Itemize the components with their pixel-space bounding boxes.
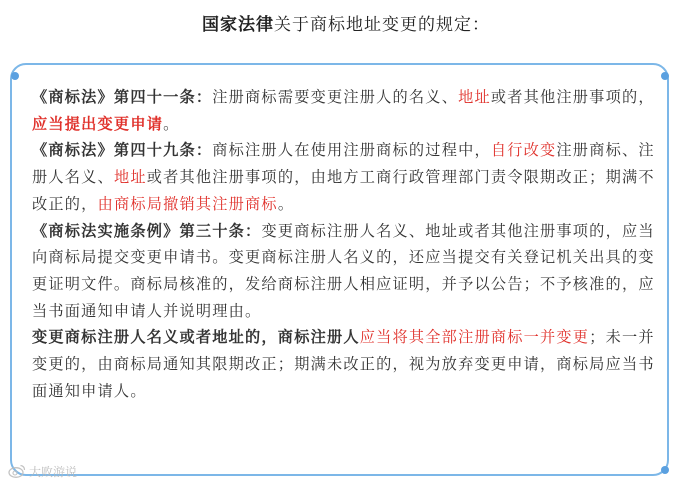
text-run: 或者其他注册事项的，由地方工商行政管理部门责令限期改正；期满不改正的， — [32, 168, 655, 213]
watermark-text: 大败游说 — [29, 464, 78, 479]
corner-dot-top-right — [661, 72, 669, 80]
regulation-text — [32, 84, 657, 404]
highlight-revoke: 由商标局撤销其注册商标 — [97, 194, 278, 213]
article-41-title: 《商标法》第四十一条： — [32, 88, 213, 106]
text-run: 注册商标、注册人名义、 — [32, 141, 655, 187]
highlight-must-apply: 应当提出变更申请 — [32, 114, 164, 133]
highlight-address: 地址 — [458, 88, 491, 106]
text-run: 或者其他注册事项的， — [490, 88, 655, 106]
paragraph-article-49 — [32, 137, 657, 217]
text-run: 。 — [277, 194, 295, 213]
page-title — [0, 10, 692, 35]
corner-dot-bottom-right — [661, 466, 669, 474]
change-all-lead: 变更商标注册人名义或者地址的，商标注册人 — [32, 328, 360, 347]
corner-dot-top-left — [11, 72, 19, 80]
weibo-icon — [8, 464, 26, 478]
text-run: 变更商标注册人名义、地址或者其他注册事项的，应当向商标局提交变更申请书。变更商标注册人名义的，还应当提交有关登记机关出具的变更证明文件。商标局核准的，发给商标注册人相应证明，并予以公告；不予核准的，应当书面通知申请人并说明理由。 — [32, 221, 655, 320]
watermark — [8, 462, 77, 480]
highlight-change-all: 应当将其全部注册商标一并变更 — [359, 328, 590, 347]
article-49-title: 《商标法》第四十九条： — [32, 141, 213, 160]
highlight-address: 地址 — [113, 168, 147, 187]
paragraph-article-41 — [32, 84, 657, 137]
text-run: 注册商标需要变更注册人的名义、 — [212, 88, 459, 106]
paragraph-change-all — [32, 324, 657, 404]
text-run: 商标注册人在使用注册商标的过程中， — [212, 141, 491, 160]
implementation-30-title: 《商标法实施条例》第三十条： — [32, 221, 262, 240]
text-run: ；未一并变更的，由商标局通知其限期改正；期满未改正的，视为放弃变更申请，商标局应当书面通知申请人。 — [32, 328, 655, 400]
title-bold-part: 国家法律 — [202, 15, 274, 35]
highlight-self-change: 自行改变 — [490, 141, 557, 160]
paragraph-implementation-30 — [32, 218, 657, 325]
text-run: 。 — [163, 114, 180, 133]
title-rest: 关于商标地址变更的规定： — [274, 15, 490, 35]
